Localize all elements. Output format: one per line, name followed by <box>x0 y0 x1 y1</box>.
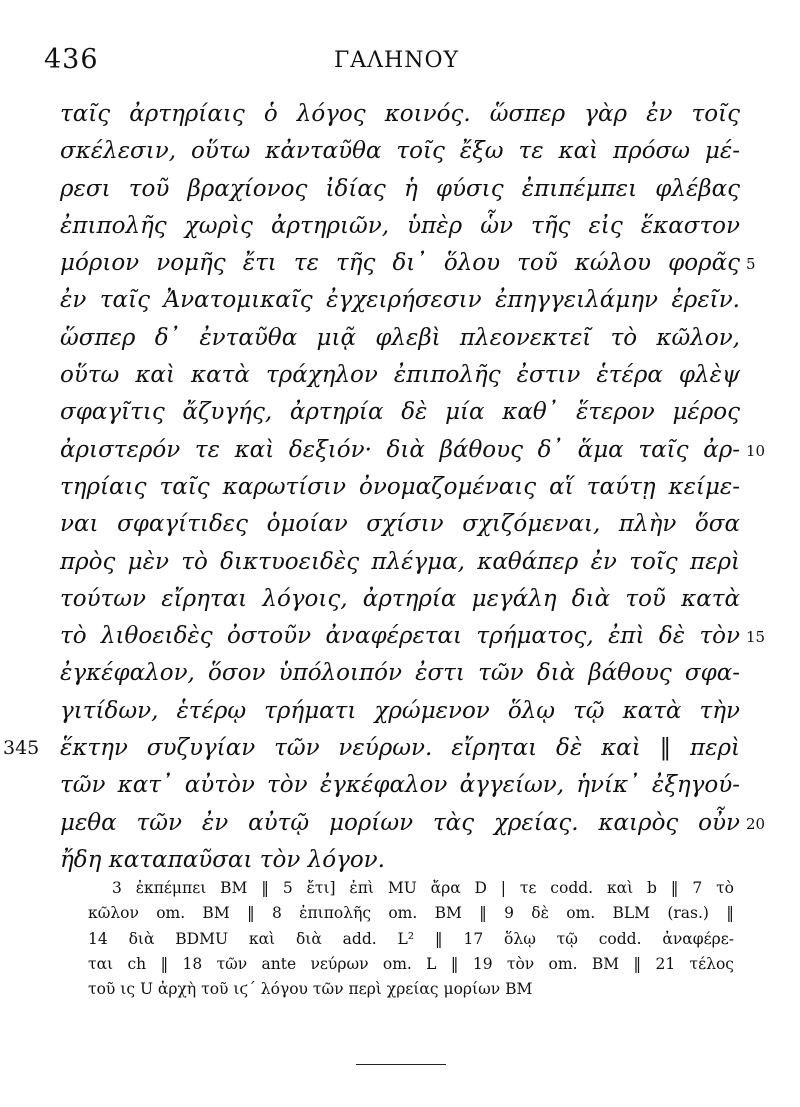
apparatus-line <box>0 901 800 926</box>
line-text: οὕτω καὶ κατὰ τράχηλον ἐπιπολῆς ἐστιν ἑτέρα φλὲψ <box>60 362 740 389</box>
text-line <box>0 282 800 319</box>
line-text: ταῖς ἀρτηρίαις ὁ λόγος κοινός. ὥσπερ γὰρ ἐν τοῖς <box>60 101 740 127</box>
line-text: τὸ λιθοειδὲς ὀστοῦν ἀναφέρεται τρήματος, ἐπὶ δὲ τὸν <box>60 623 740 650</box>
text-line <box>0 544 800 581</box>
left-margin-reference: 345 <box>3 737 40 760</box>
text-line <box>0 394 800 431</box>
line-text: ἕκτην συζυγίαν τῶν νεύρων. εἴρηται δὲ καὶ ‖ περὶ <box>60 735 740 762</box>
text-line <box>0 730 800 767</box>
text-line <box>0 432 800 469</box>
line-text: σκέλεσιν, οὕτω κἀνταῦθα τοῖς ἔξω τε καὶ πρόσω μέ- <box>60 138 740 165</box>
text-line <box>0 245 800 282</box>
text-line <box>0 693 800 730</box>
apparatus-line <box>0 952 800 977</box>
text-line <box>0 133 800 170</box>
running-title: ΓΑΛΗΝΟΥ <box>334 48 460 73</box>
line-text: τηρίαις ταῖς καρωτίσιν ὀνομαζομέναις αἵ ταύτῃ κείμε- <box>60 473 740 500</box>
text-line <box>0 805 800 842</box>
line-text: σφαγῖτις ἄζυγής, ἀρτηρία δὲ μία καθ᾽ ἕτερον μέρος <box>60 399 740 426</box>
text-line <box>0 357 800 394</box>
text-line <box>0 618 800 655</box>
text-line <box>0 655 800 692</box>
line-text: τῶν κατ᾽ αὐτὸν τὸν ἐγκέφαλον ἀγγείων, ἡνίκ᾽ ἐξηγού- <box>60 772 740 799</box>
apparatus-line <box>0 977 800 1002</box>
critical-apparatus <box>0 876 800 1002</box>
line-number: 15 <box>746 628 766 647</box>
text-line <box>0 96 800 133</box>
text-line <box>0 506 800 543</box>
line-text: μεθα τῶν ἐν αὐτῷ μορίων τὰς χρείας. καιρὸς οὖν <box>60 809 740 836</box>
apparatus-text: 14 διὰ BDMU καὶ διὰ add. L² ‖ 17 ὅλῳ τῷ codd. ἀναφέρε- <box>88 929 734 948</box>
apparatus-text: τοῦ ις U ἀρχὴ τοῦ ιϛ´ λόγου τῶν περὶ χρείας μορίων BM <box>88 980 533 999</box>
line-text: πρὸς μὲν τὸ δικτυοειδὲς πλέγμα, καθάπερ ἐν τοῖς περὶ <box>60 548 740 575</box>
apparatus-text: κῶλον om. BM ‖ 8 ἐπιπολῆς om. BM ‖ 9 δὲ om. BLM (ras.) ‖ <box>88 904 734 923</box>
line-text: ἐγκέφαλον, ὅσον ὑπόλοιπόν ἐστι τῶν διὰ βάθους σφα- <box>60 660 740 687</box>
line-text: ἤδη καταπαῦσαι τὸν λόγον. <box>60 846 385 873</box>
line-number: 20 <box>746 814 766 833</box>
line-text: ρεσι τοῦ βραχίονος ἰδίας ἡ φύσις ἐπιπέμπει φλέβας <box>60 175 740 202</box>
text-line <box>0 320 800 357</box>
line-text: ἐπιπολῆς χωρὶς ἀρτηριῶν, ὑπὲρ ὧν τῆς εἰς ἕκαστον <box>60 212 740 239</box>
line-number: 5 <box>746 255 756 274</box>
page-header <box>0 44 800 84</box>
apparatus-text: 3 ἐκπέμπει BM ‖ 5 ἔτι] ἐπὶ MU ἄρα D | τε codd. καὶ b ‖ 7 τὸ <box>112 879 734 897</box>
text-line <box>0 469 800 506</box>
text-line <box>0 842 800 879</box>
page-number: 436 <box>44 44 99 75</box>
line-number: 10 <box>746 441 766 460</box>
apparatus-text: ται ch ‖ 18 τῶν ante νεύρων om. L ‖ 19 τὸν om. BM ‖ 21 τέλος <box>88 954 734 973</box>
line-text: ὥσπερ δ᾽ ἐνταῦθα μιᾷ φλεβὶ πλεονεκτεῖ τὸ κῶλον, <box>60 324 740 351</box>
text-line <box>0 208 800 245</box>
line-text: τούτων εἴρηται λόγοις, ἀρτηρία μεγάλη διὰ τοῦ κατὰ <box>60 585 740 612</box>
line-text: ἐν ταῖς Ἀνατομικαῖς ἐγχειρήσεσιν ἐπηγγειλάμην ἐρεῖν. <box>60 287 740 314</box>
apparatus-line <box>0 927 800 952</box>
apparatus-line <box>0 876 800 901</box>
line-text: ναι σφαγίτιδες ὁμοίαν σχίσιν σχιζόμεναι, πλὴν ὅσα <box>60 511 740 538</box>
text-line <box>0 581 800 618</box>
bottom-rule <box>356 1064 446 1065</box>
text-line <box>0 171 800 208</box>
line-text: μόριον νομῆς ἔτι τε τῆς δι᾽ ὅλου τοῦ κώλου φορᾶς <box>60 250 740 277</box>
line-text: γιτίδων, ἑτέρῳ τρήματι χρώμενον ὅλῳ τῷ κατὰ τὴν <box>60 697 740 724</box>
main-text-block <box>0 96 800 879</box>
line-text: ἀριστερόν τε καὶ δεξιόν· διὰ βάθους δ᾽ ἅμα ταῖς ἀρ- <box>60 436 740 463</box>
text-line <box>0 767 800 804</box>
